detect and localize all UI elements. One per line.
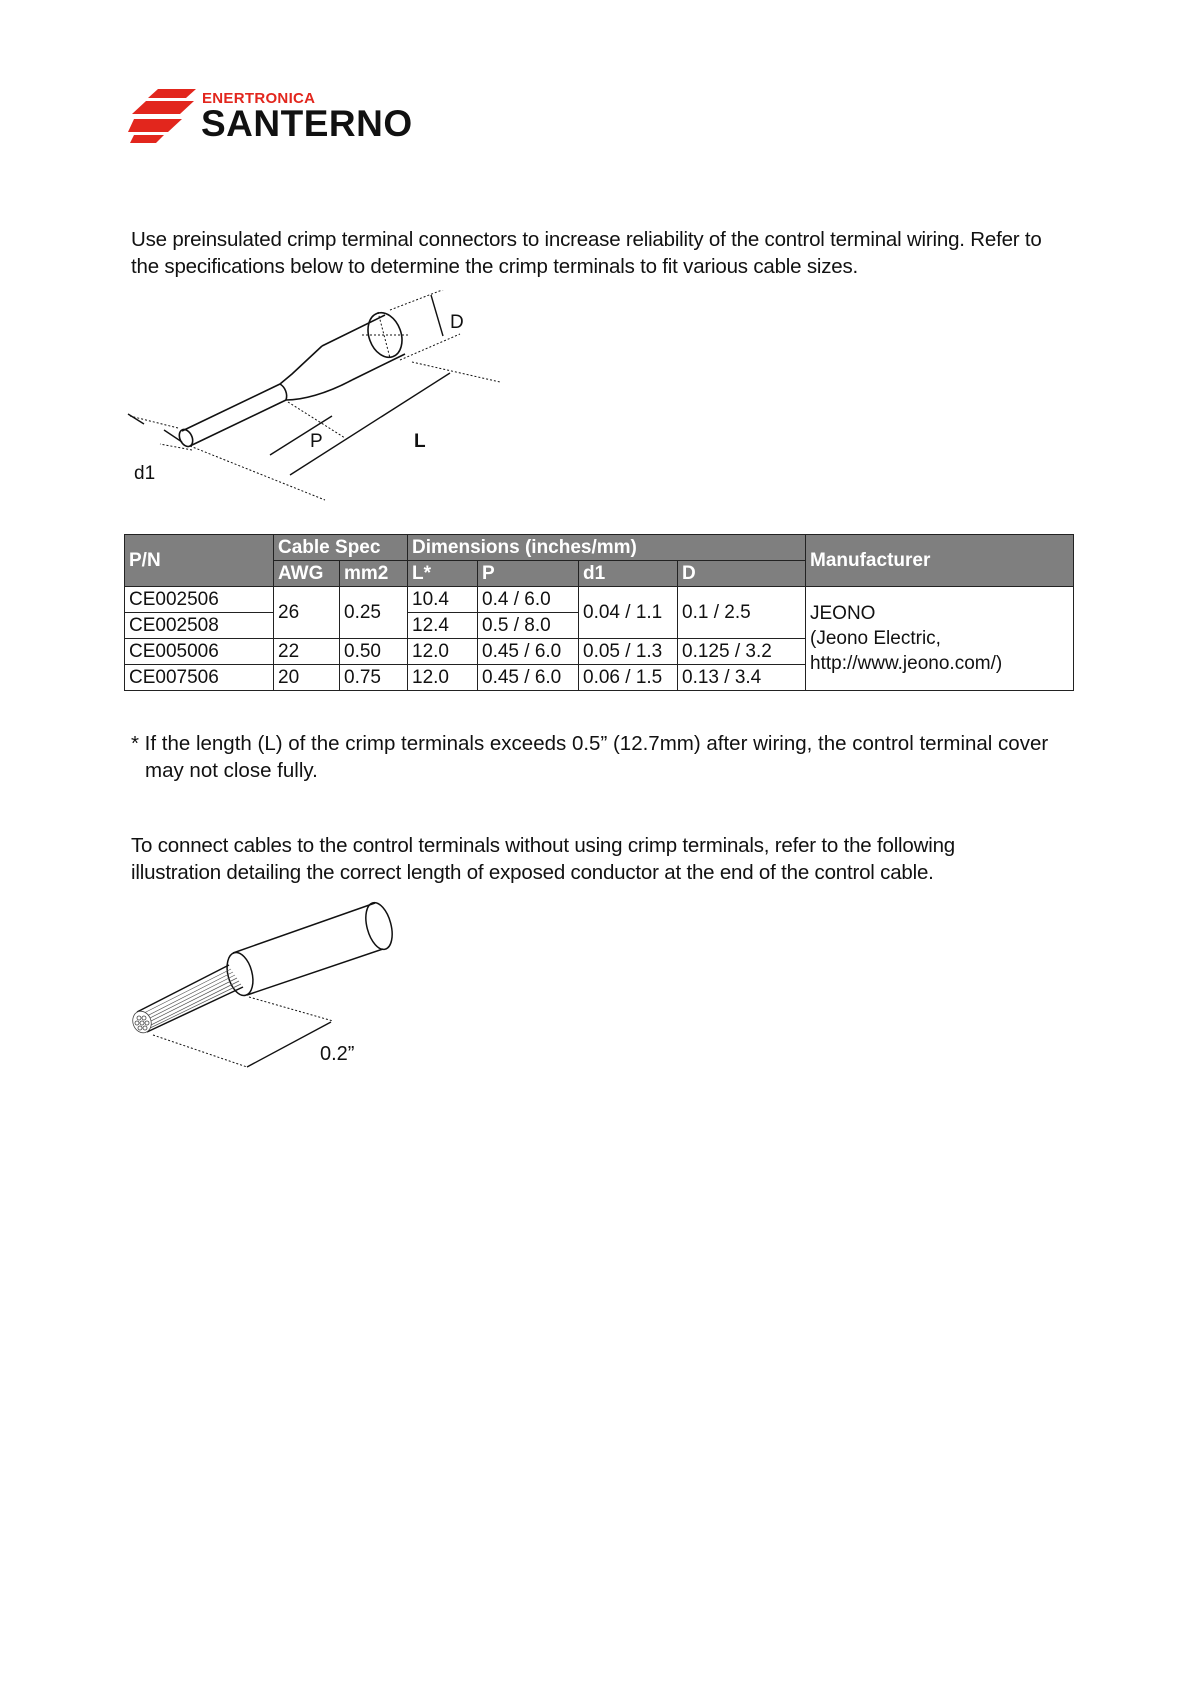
cell-d: 0.1 / 2.5 [678, 587, 806, 639]
manufacturer-line-3: http://www.jeono.com/) [810, 653, 1003, 674]
cell-l: 12.0 [408, 665, 478, 691]
santerno-logo-mark-icon [128, 86, 198, 146]
dimension-label-D: D [450, 312, 464, 333]
dimension-label-P: P [310, 431, 323, 452]
cell-p: 0.5 / 8.0 [478, 613, 579, 639]
cell-manufacturer [806, 587, 1074, 691]
logo-title: SANTERNO [201, 103, 413, 144]
conductor-line-2: illustration detailing the correct length of exposed conductor at the end of the control cable. [131, 861, 934, 884]
conductor-paragraph [131, 832, 1091, 886]
cell-l: 12.4 [408, 613, 478, 639]
table-header-row [125, 535, 1074, 561]
logo-subtitle: ENERTRONICA [202, 90, 316, 107]
cell-mm2: 0.50 [340, 639, 408, 665]
cell-p: 0.45 / 6.0 [478, 665, 579, 691]
cell-d1: 0.06 / 1.5 [579, 665, 678, 691]
footnote-line-1: * If the length (L) of the crimp terminals exceeds 0.5” (12.7mm) after wiring, the control terminal cover [131, 732, 1049, 755]
table-row [125, 587, 1074, 613]
dimension-label-d1: d1 [134, 463, 156, 484]
crimp-spec-table [124, 534, 1074, 691]
header-d: D [678, 561, 806, 587]
cell-d1: 0.04 / 1.1 [579, 587, 678, 639]
manufacturer-line-1: JEONO [810, 603, 876, 624]
cell-awg: 22 [274, 639, 340, 665]
header-p: P [478, 561, 579, 587]
footnote [131, 730, 1091, 784]
cell-p: 0.45 / 6.0 [478, 639, 579, 665]
header-cable-spec: Cable Spec [274, 535, 408, 561]
strip-length-label: 0.2” [320, 1043, 355, 1065]
cell-l: 12.0 [408, 639, 478, 665]
intro-line-2: the specifications below to determine the crimp terminals to fit various cable sizes. [131, 255, 859, 278]
cell-pn: CE002506 [125, 587, 274, 613]
cell-pn: CE007506 [125, 665, 274, 691]
intro-paragraph [131, 226, 1091, 280]
header-awg: AWG [274, 561, 340, 587]
header-pn: P/N [125, 535, 274, 587]
header-manufacturer: Manufacturer [806, 535, 1074, 587]
header-mm2: mm2 [340, 561, 408, 587]
cell-pn: CE005006 [125, 639, 274, 665]
cell-l: 10.4 [408, 587, 478, 613]
cell-d: 0.13 / 3.4 [678, 665, 806, 691]
exposed-conductor-diagram [125, 895, 395, 1075]
cell-mm2: 0.25 [340, 587, 408, 639]
manufacturer-line-2: (Jeono Electric, [810, 628, 941, 649]
cell-pn: CE002508 [125, 613, 274, 639]
cell-awg: 26 [274, 587, 340, 639]
header-d1: d1 [579, 561, 678, 587]
cell-d: 0.125 / 3.2 [678, 639, 806, 665]
dimension-label-L: L [414, 431, 426, 452]
intro-line-1: Use preinsulated crimp terminal connectors to increase reliability of the control terminal wiring. Refer to [131, 228, 1042, 251]
footnote-line-2: may not close fully. [145, 759, 318, 782]
cell-d1: 0.05 / 1.3 [579, 639, 678, 665]
cell-mm2: 0.75 [340, 665, 408, 691]
conductor-line-1: To connect cables to the control terminals without using crimp terminals, refer to the following [131, 834, 955, 857]
cell-p: 0.4 / 6.0 [478, 587, 579, 613]
header-l: L* [408, 561, 478, 587]
cell-awg: 20 [274, 665, 340, 691]
header-dimensions: Dimensions (inches/mm) [408, 535, 806, 561]
